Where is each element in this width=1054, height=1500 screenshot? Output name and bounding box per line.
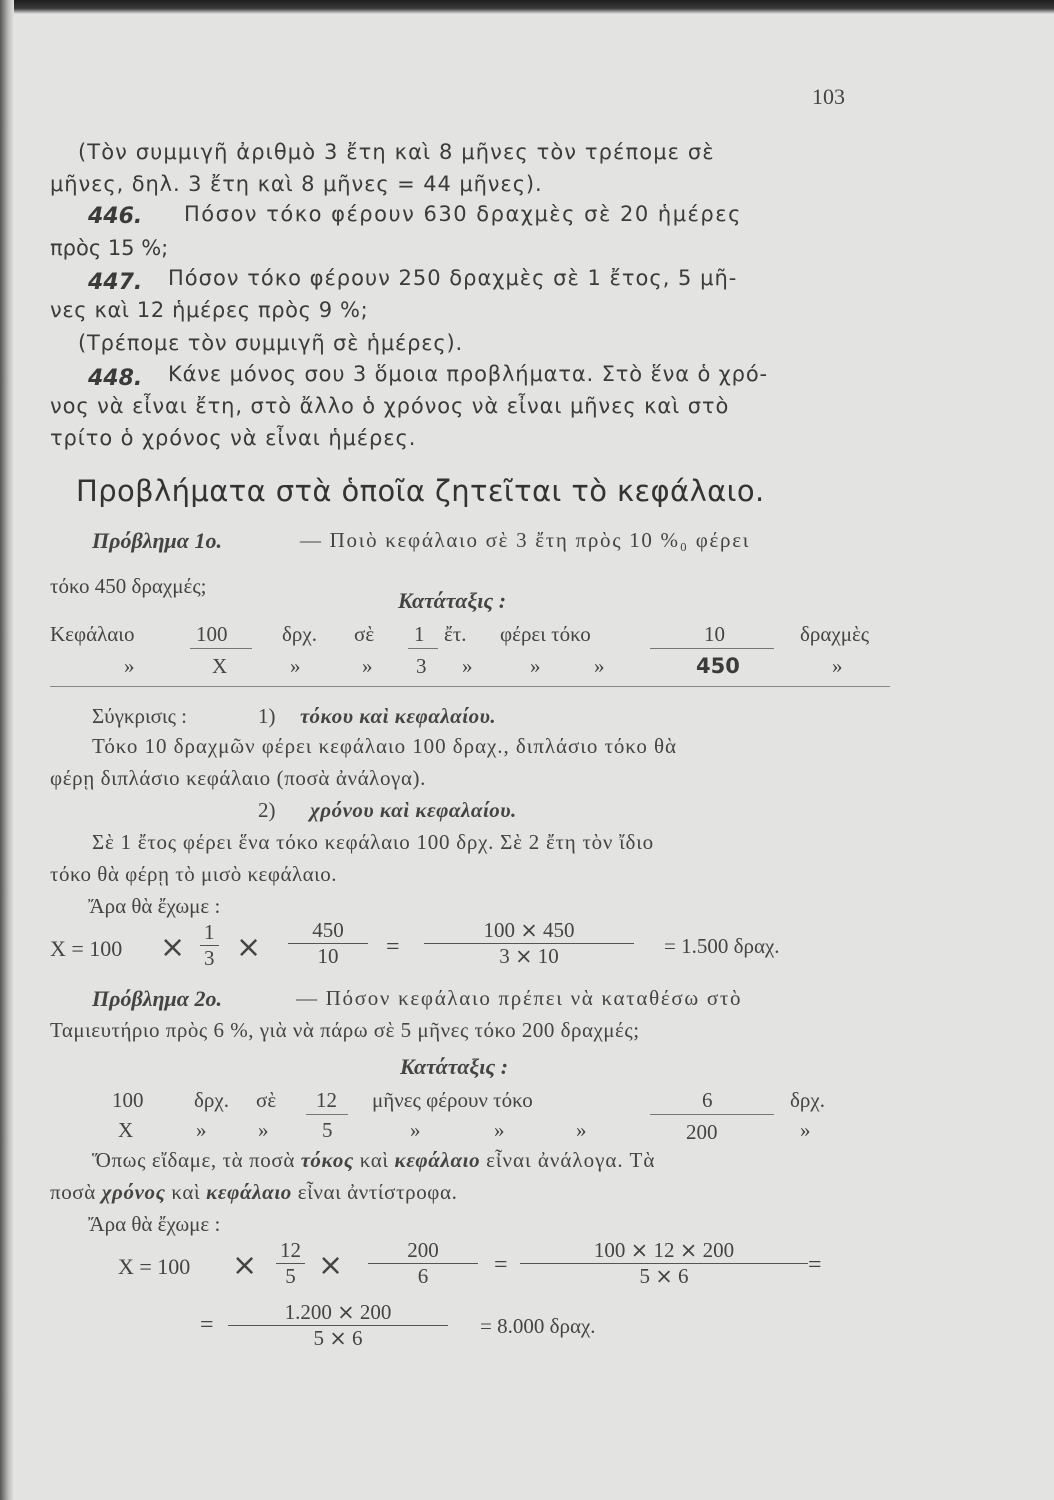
emphasis: τόκος	[300, 1148, 354, 1172]
emphasis: κεφάλαιο	[206, 1180, 292, 1204]
text-segment: Ὅπως εἴδαμε, τὰ ποσὰ	[92, 1148, 295, 1172]
emphasis: κεφάλαιο	[394, 1148, 481, 1172]
text-line: Σὲ 1 ἔτος φέρει ἕνα τόκο κεφάλαιο 100 δρχ. Σὲ 2 ἔτη τὸν ἴδιο	[92, 830, 654, 854]
denominator: 10	[288, 943, 368, 969]
kataxis-cell: »	[362, 654, 373, 678]
text-segment: ποσὰ	[50, 1180, 96, 1204]
list-number: 1)	[258, 704, 276, 728]
numerator: 12	[280, 1238, 301, 1262]
text-line	[50, 1180, 457, 1205]
text-segment: εἶναι ἀνάλογα. Τὰ	[486, 1148, 656, 1172]
text-line: Κάνε μόνος σου 3 ὅμοια προβλήματα. Στὸ ἕνα ὁ χρό-	[168, 362, 768, 386]
text-segment: καὶ	[359, 1148, 389, 1172]
kataxis-cell: »	[258, 1118, 269, 1142]
problem-title: Πρόβλημα 2ο.	[92, 986, 222, 1011]
kataxis-cell: ἔτ.	[444, 622, 467, 646]
kataxis-cell: 12	[316, 1088, 337, 1112]
kataxis-cell: »	[594, 654, 605, 678]
fraction	[520, 1238, 808, 1289]
fraction	[200, 920, 219, 971]
equation-lhs: Χ = 100	[50, 936, 123, 961]
list-number: 2)	[258, 798, 276, 822]
subheading: χρόνου καὶ κεφαλαίου.	[310, 798, 517, 822]
underline	[650, 1114, 774, 1115]
kataxis-label: Κατάταξις :	[398, 588, 507, 613]
kataxis-cell: »	[124, 654, 135, 678]
text-line: πρὸς 15 %;	[50, 236, 169, 260]
kataxis-cell: δρχ.	[194, 1088, 229, 1112]
kataxis-cell: σὲ	[256, 1088, 277, 1112]
ara-text: Ἄρα θὰ ἔχωμε :	[88, 894, 221, 918]
kataxis-cell: 200	[686, 1120, 718, 1144]
denominator: 5 ⨯ 6	[520, 1263, 808, 1289]
ara-text: Ἄρα θὰ ἔχωμε :	[88, 1212, 221, 1236]
numerator: 1.200 ⨯ 200	[284, 1300, 392, 1324]
text-line: — Πόσον κεφάλαιο πρέπει νὰ καταθέσω στὸ	[296, 986, 743, 1010]
problem-number: 446.	[88, 204, 143, 229]
sygkrisis-label: Σύγκρισις :	[92, 704, 187, 728]
times-sign: ⨯	[232, 1249, 258, 1282]
fraction	[368, 1238, 478, 1289]
kataxis-cell: 450	[696, 654, 740, 678]
text-line: Ταμιευτήριο πρὸς 6 %, γιὰ νὰ πάρω σὲ 5 μῆνες τόκο 200 δραχμές;	[50, 1018, 640, 1042]
fraction	[424, 918, 634, 969]
kataxis-cell: 6	[702, 1088, 713, 1112]
text-line: νος νὰ εἶναι ἔτη, στὸ ἄλλο ὁ χρόνος νὰ εἶναι μῆνες καὶ στὸ	[50, 394, 730, 418]
text-segment: καὶ	[171, 1180, 201, 1204]
text-line: τρίτο ὁ χρόνος νὰ εἶναι ἡμέρες.	[50, 426, 417, 450]
emphasis: χρόνος	[101, 1180, 166, 1204]
text-line: Τόκο 10 δραχμῶν φέρει κεφάλαιο 100 δραχ., διπλάσιο τόκο θὰ	[92, 734, 677, 758]
scan-top-edge	[0, 0, 1054, 14]
separator-line	[50, 686, 890, 687]
problem-number: 447.	[88, 270, 143, 295]
underline	[650, 648, 774, 649]
text-line: τόκο 450 δραχμές;	[50, 574, 207, 598]
fraction	[228, 1300, 448, 1351]
text-line: τόκο θὰ φέρῃ τὸ μισὸ κεφάλαιο.	[50, 862, 338, 886]
underline	[306, 1114, 348, 1115]
times-sign: ⨯	[318, 1249, 344, 1282]
text-line: (Τρέπομε τὸν συμμιγῆ σὲ ἡμέρες).	[78, 331, 464, 355]
equation-result: = 1.500 δραχ.	[664, 934, 780, 958]
kataxis-cell: »	[530, 654, 541, 678]
scan-left-edge	[0, 0, 14, 1500]
numerator: 100 ⨯ 12 ⨯ 200	[593, 1238, 735, 1262]
problem-title: Πρόβλημα 1ο.	[92, 528, 222, 553]
kataxis-cell: »	[410, 1118, 421, 1142]
fraction	[276, 1238, 305, 1289]
kataxis-cell: φέρει τόκο	[500, 622, 591, 646]
kataxis-cell: 100	[196, 622, 228, 646]
kataxis-cell: »	[832, 654, 843, 678]
kataxis-cell: σὲ	[354, 622, 375, 646]
kataxis-cell: μῆνες φέρουν τόκο	[372, 1088, 533, 1112]
equals-sign: =	[494, 1252, 508, 1278]
kataxis-cell: 5	[322, 1118, 333, 1142]
kataxis-cell: δρχ.	[790, 1088, 825, 1112]
kataxis-cell: »	[196, 1118, 207, 1142]
equation-result: = 8.000 δραχ.	[480, 1314, 596, 1338]
times-sign: ⨯	[160, 931, 186, 964]
kataxis-cell: 3	[416, 654, 427, 678]
text-line: μῆνες, δηλ. 3 ἔτη καὶ 8 μῆνες = 44 μῆνες).	[50, 172, 543, 196]
denominator: 6	[368, 1263, 478, 1289]
kataxis-cell: 10	[704, 622, 725, 646]
text-line: Πόσον τόκο φέρουν 630 δραχμὲς σὲ 20 ἡμέρες	[184, 202, 742, 226]
kataxis-cell: »	[494, 1118, 505, 1142]
text-line: (Τὸν συμμιγῆ ἀριθμὸ 3 ἔτη καὶ 8 μῆνες τὸν τρέπομε σὲ	[78, 140, 715, 164]
problem-number: 448.	[88, 366, 143, 391]
denominator: 3 ⨯ 10	[424, 943, 634, 969]
numerator: 100 ⨯ 450	[483, 918, 575, 942]
numerator: 450	[312, 918, 344, 942]
text-line	[92, 1148, 655, 1173]
kataxis-cell: »	[576, 1118, 587, 1142]
kataxis-label: Κατάταξις :	[400, 1054, 509, 1079]
numerator: 1	[204, 920, 215, 944]
text-line: φέρῃ διπλάσιο κεφάλαιο (ποσὰ ἀνάλογα).	[50, 766, 426, 790]
equals-sign: =	[386, 934, 400, 960]
section-heading: Προβλήματα στὰ ὁποῖα ζητεῖται τὸ κεφάλαιο.	[76, 474, 765, 508]
fraction	[288, 918, 368, 969]
kataxis-cell: 100	[112, 1088, 144, 1112]
kataxis-cell: 1	[414, 622, 425, 646]
numerator: 200	[407, 1238, 439, 1262]
kataxis-cell: »	[800, 1118, 811, 1142]
kataxis-cell: »	[290, 654, 301, 678]
underline	[190, 648, 252, 649]
kataxis-cell: δρχ.	[282, 622, 317, 646]
page-number: 103	[812, 84, 845, 109]
text-line: Πόσον τόκο φέρουν 250 δραχμὲς σὲ 1 ἔτος, 5 μῆ-	[168, 266, 738, 290]
kataxis-cell: Χ	[212, 654, 228, 678]
times-sign: ⨯	[236, 931, 262, 964]
denominator: 5	[276, 1263, 305, 1289]
equals-sign: =	[808, 1252, 822, 1278]
text-segment: εἶναι ἀντίστροφα.	[297, 1180, 458, 1204]
kataxis-cell: Κεφάλαιο	[50, 622, 135, 646]
kataxis-cell: δραχμὲς	[800, 622, 870, 646]
equals-sign: =	[200, 1312, 214, 1338]
subheading: τόκου καὶ κεφαλαίου.	[300, 704, 497, 728]
denominator: 5 ⨯ 6	[228, 1325, 448, 1351]
underline	[408, 648, 438, 649]
equation-lhs: Χ = 100	[118, 1254, 191, 1279]
text-line: νες καὶ 12 ἡμέρες πρὸς 9 %;	[50, 298, 369, 322]
kataxis-cell: »	[462, 654, 473, 678]
text-line: — Ποιὸ κεφάλαιο σὲ 3 ἔτη πρὸς 10 %₀ φέρει	[300, 528, 751, 552]
kataxis-cell: Χ	[118, 1118, 134, 1142]
denominator: 3	[200, 945, 219, 971]
